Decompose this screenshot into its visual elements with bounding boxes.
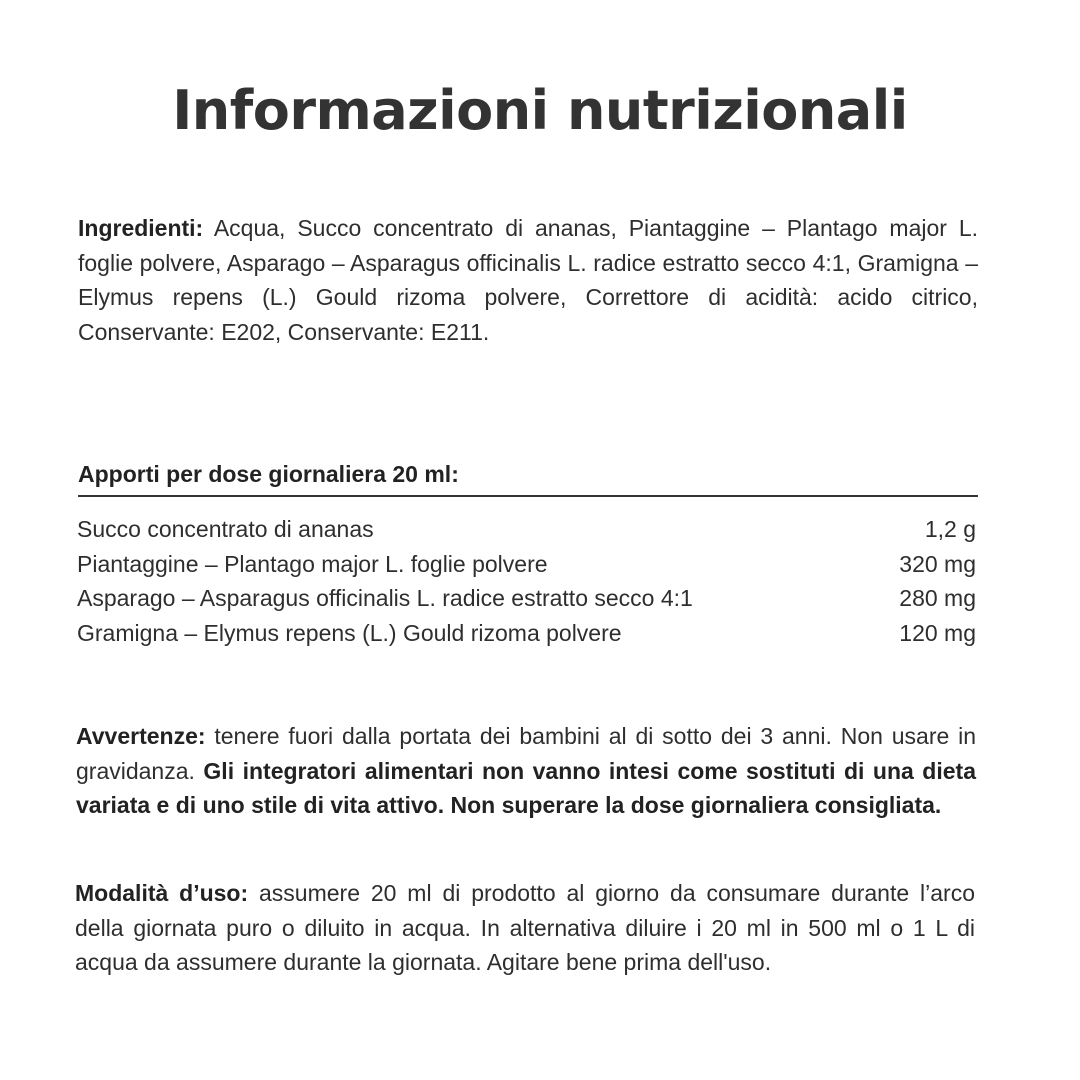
ingredient-name: Gramigna – Elymus repens (L.) Gould rizoma polvere <box>77 619 622 646</box>
ingredient-name: Piantaggine – Plantago major L. foglie polvere <box>77 550 548 577</box>
ingredient-name: Succo concentrato di ananas <box>77 516 374 542</box>
table-row <box>77 547 976 582</box>
daily-intake-divider <box>78 495 978 497</box>
table-row <box>77 616 976 651</box>
ingredients-paragraph <box>78 211 978 349</box>
daily-intake-heading: Apporti per dose giornaliera 20 ml: <box>78 461 459 487</box>
ingredient-amount: 1,2 g <box>924 516 976 542</box>
ingredient-amount: 320 mg <box>899 550 976 577</box>
table-row <box>77 581 976 616</box>
table-row <box>77 512 976 547</box>
ingredient-amount: 280 mg <box>899 585 976 611</box>
warnings-paragraph <box>76 719 976 823</box>
warnings-label: Avvertenze: <box>76 723 206 749</box>
daily-intake-table <box>77 512 976 650</box>
ingredient-name: Asparago – Asparagus officinalis L. radice estratto secco 4:1 <box>77 585 693 611</box>
warnings-bold-text: Gli integratori alimentari non vanno intesi come sostituti di una dieta variata e di uno stile di vita attivo. Non superare la dose giornaliera consigliata. <box>76 757 976 818</box>
usage-text: assumere 20 ml di prodotto al giorno da consumare durante l’arco della giornata puro o diluito in acqua. In alternativa diluire i 20 ml in 500 ml o 1 L di acqua da assumere durante la giornata. Agitare bene prima dell'uso. <box>75 880 975 975</box>
usage-label: Modalità d’uso: <box>75 880 249 906</box>
ingredients-text: Acqua, Succo concentrato di ananas, Piantaggine – Plantago major L. foglie polvere, Asparago – Asparagus officinalis L. radice estratto secco 4:1, Gramigna – Elymus repens (L.) Gould rizoma polvere, Correttore di acidità: acido citrico, Conservante: E202, Conservante: E211. <box>78 215 978 345</box>
warnings-text: tenere fuori dalla portata dei bambini al di sotto dei 3 anni. Non usare in gravidanza. <box>76 723 976 784</box>
page-title: Informazioni nutrizionali <box>172 79 908 142</box>
usage-paragraph <box>75 876 975 980</box>
ingredient-amount: 120 mg <box>899 619 976 646</box>
ingredients-label: Ingredienti: <box>78 215 204 241</box>
